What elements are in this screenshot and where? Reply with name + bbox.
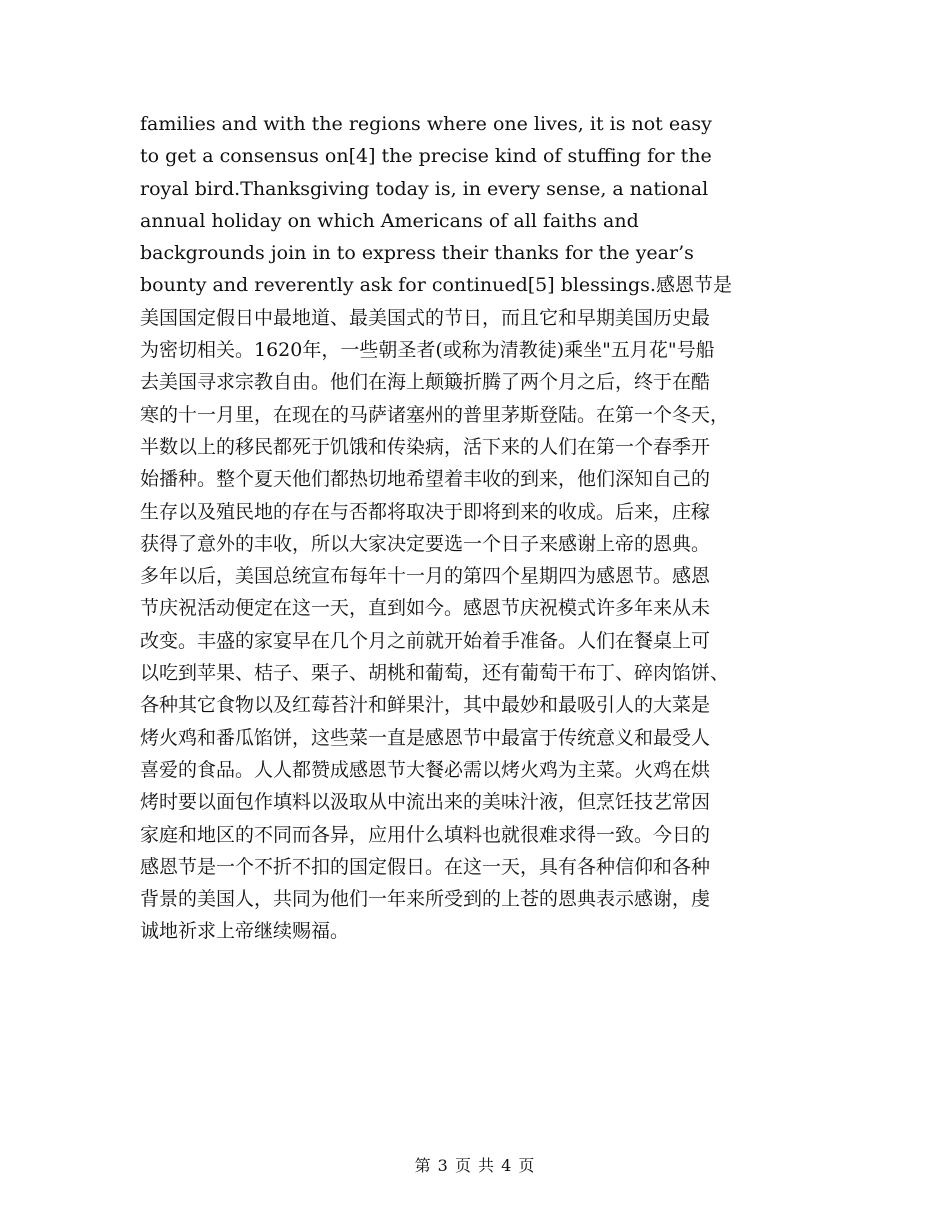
text-line: 诚地祈求上帝继续赐福。 <box>140 920 350 943</box>
text-line: 喜爱的食品。人人都赞成感恩节大餐必需以烤火鸡为主菜。火鸡在烘 <box>140 758 711 781</box>
text-line: 烤时要以面包作填料以汲取从中流出来的美味汁液，但烹饪技艺常因 <box>140 791 711 814</box>
text-line: 多年以后，美国总统宣布每年十一月的第四个星期四为感恩节。感恩 <box>140 565 711 588</box>
text-line: bounty and reverently ask for continued[5] blessings.感恩节是 <box>140 274 732 297</box>
text-line: 寒的十一月里，在现在的马萨诸塞州的普里茅斯登陆。在第一个冬天， <box>140 403 730 426</box>
text-line: 获得了意外的丰收，所以大家决定要选一个日子来感谢上帝的恩典。 <box>140 532 711 555</box>
text-line: 去美国寻求宗教自由。他们在海上颠簸折腾了两个月之后，终于在酷 <box>140 371 711 394</box>
text-line: families and with the regions where one lives, it is not easy <box>140 113 712 135</box>
text-line: 烤火鸡和番瓜馅饼，这些菜一直是感恩节中最富于传统意义和最受人 <box>140 726 711 749</box>
text-line: 感恩节是一个不折不扣的国定假日。在这一天，具有各种信仰和各种 <box>140 855 711 878</box>
text-line: 始播种。整个夏天他们都热切地希望着丰收的到来，他们深知自己的 <box>140 468 711 491</box>
text-line: 各种其它食物以及红莓苔汁和鲜果汁，其中最妙和最吸引人的大菜是 <box>140 694 711 717</box>
text-line: to get a consensus on[4] the precise kind of stuffing for the <box>140 145 712 168</box>
text-line: 背景的美国人，共同为他们一年来所受到的上苍的恩典表示感谢，虔 <box>140 888 711 911</box>
text-line: 生存以及殖民地的存在与否都将取决于即将到来的收成。后来，庄稼 <box>140 500 711 523</box>
text-line: 改变。丰盛的家宴早在几个月之前就开始着手准备。人们在餐桌上可 <box>140 629 711 652</box>
text-line: 半数以上的移民都死于饥饿和传染病，活下来的人们在第一个春季开 <box>140 435 711 458</box>
text-line: backgrounds join in to express their thanks for the year’s <box>140 242 694 265</box>
text-line: annual holiday on which Americans of all faiths and <box>140 209 639 232</box>
page-number-footer: 第 3 页 共 4 页 <box>414 1156 536 1175</box>
body-paragraph <box>140 108 808 948</box>
text-line: royal bird.Thanksgiving today is, in every sense, a national <box>140 177 709 200</box>
text-line: 以吃到苹果、桔子、栗子、胡桃和葡萄，还有葡萄干布丁、碎肉馅饼、 <box>140 662 730 685</box>
text-line: 节庆祝活动便定在这一天，直到如今。感恩节庆祝模式许多年来从未 <box>140 597 711 620</box>
text-line: 为密切相关。1620年，一些朝圣者(或称为清教徒)乘坐"五月花"号船 <box>140 339 715 362</box>
text-line: 美国国定假日中最地道、最美国式的节日，而且它和早期美国历史最 <box>140 306 711 329</box>
text-line: 家庭和地区的不同而各异，应用什么填料也就很难求得一致。今日的 <box>140 823 711 846</box>
